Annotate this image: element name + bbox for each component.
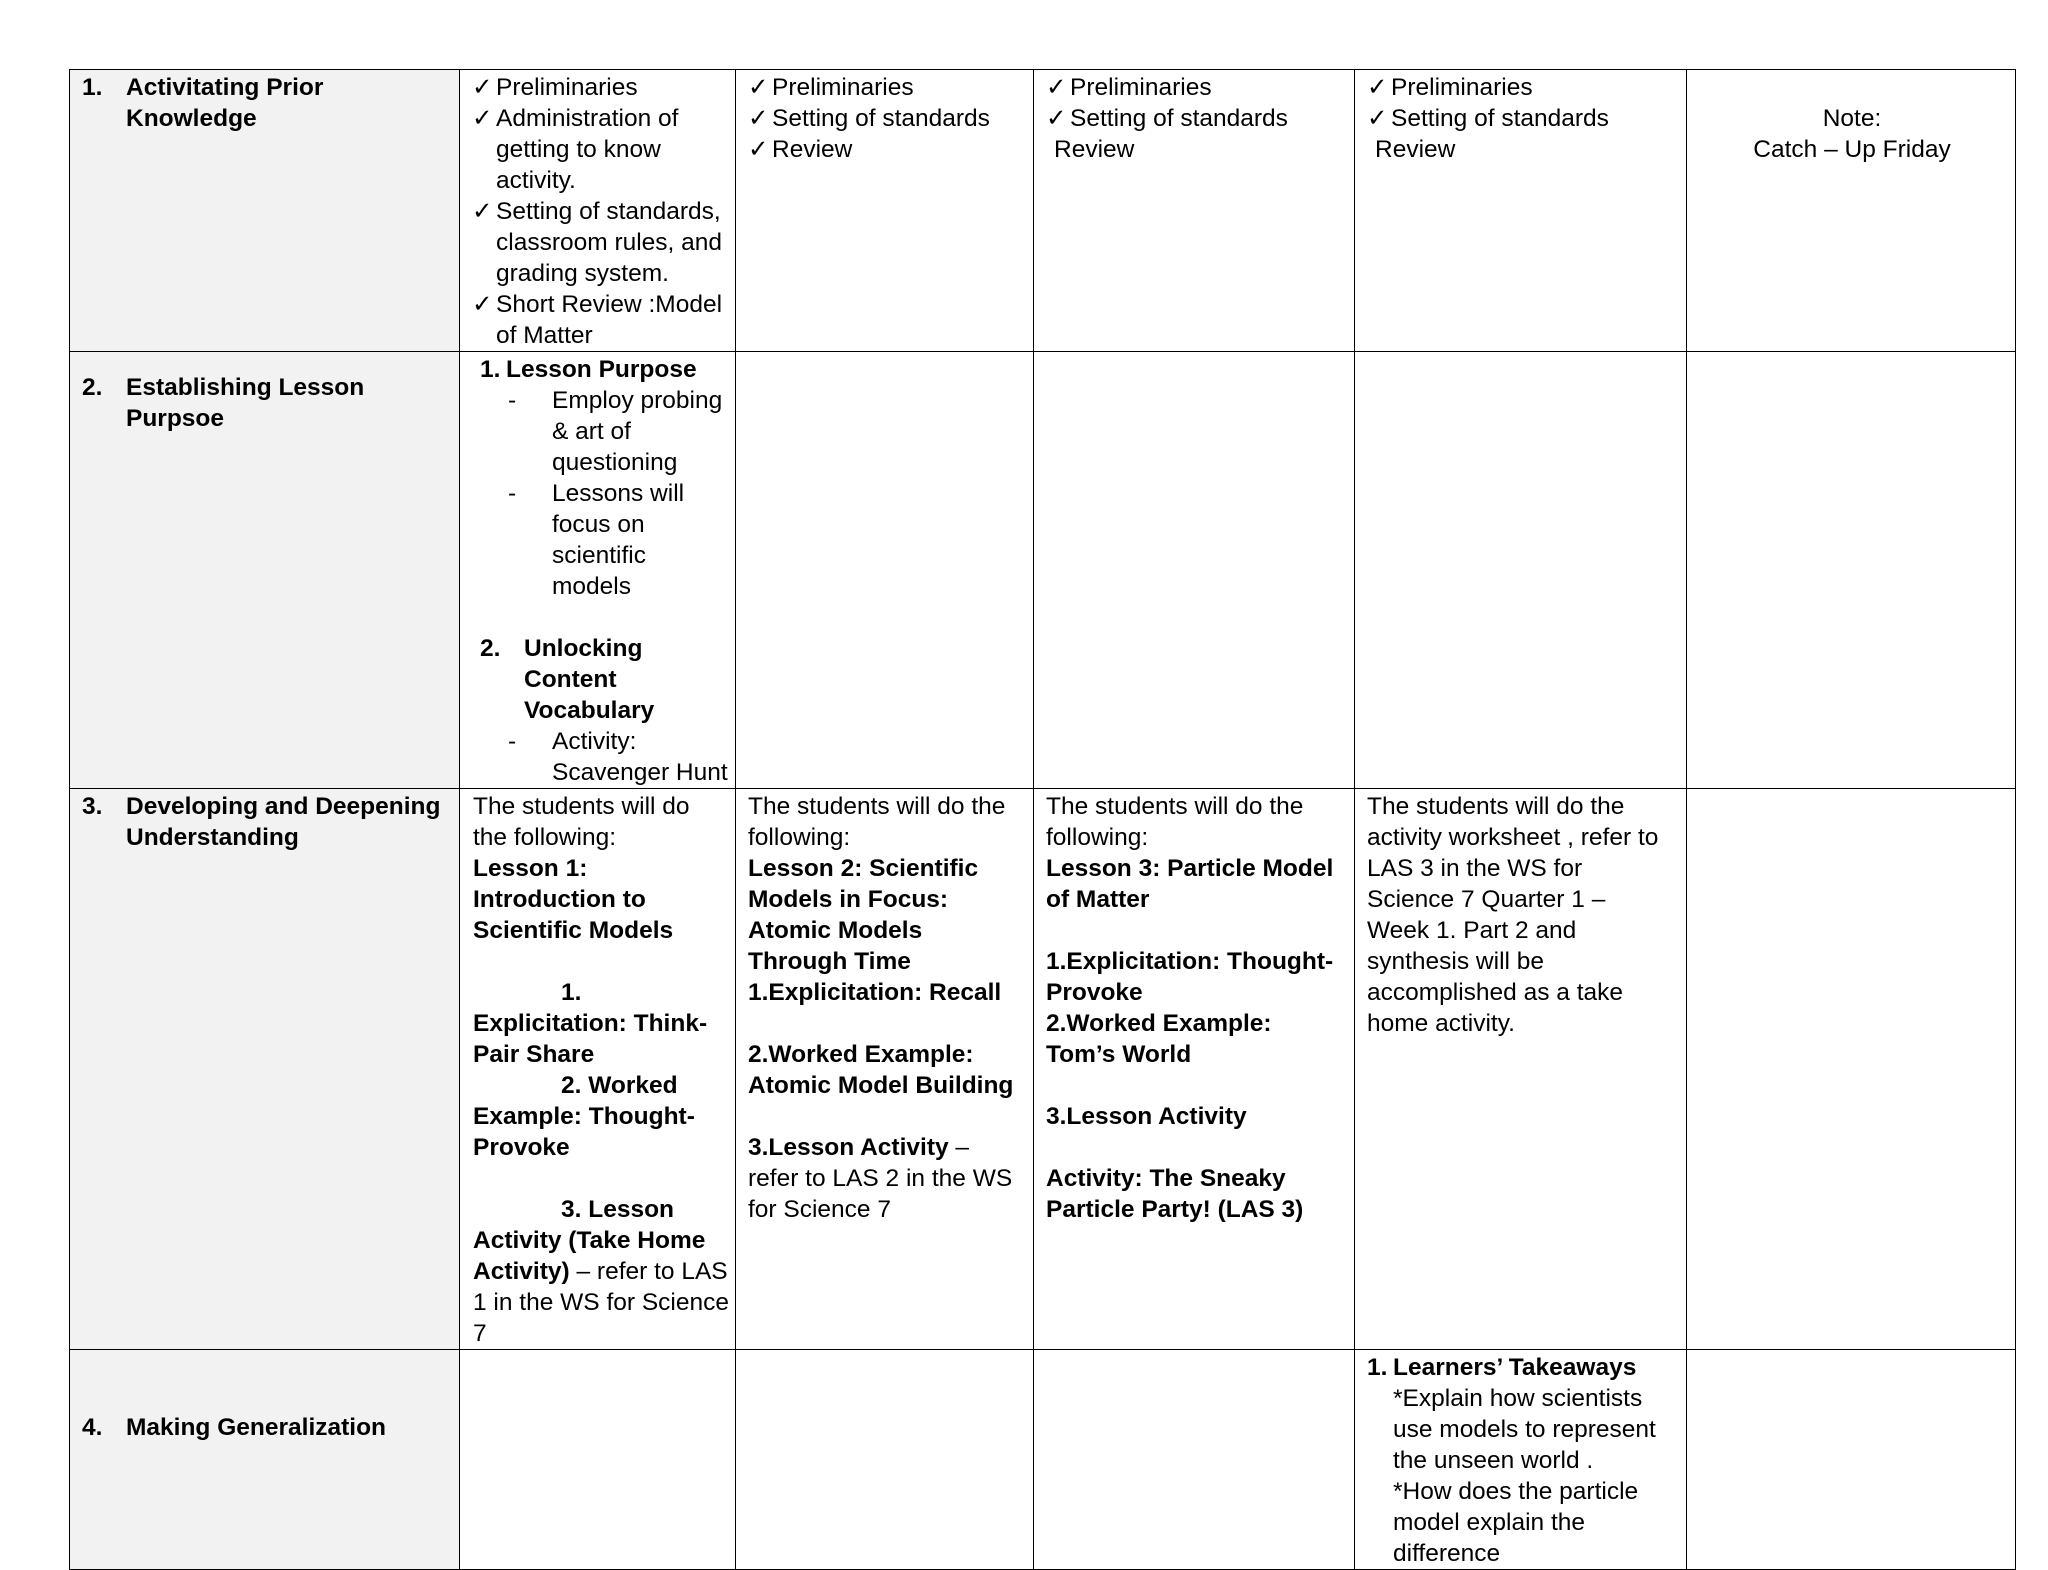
day-4-cell <box>1355 789 1687 1350</box>
step-text: 3.Lesson Activity <box>748 1134 949 1161</box>
check-icon: ✓ <box>1367 74 1388 101</box>
list-item: Setting of standards <box>1391 105 1609 132</box>
step-detail: – refer to LAS 2 in the WS for Science 7 <box>748 1134 1013 1223</box>
list-item: Review <box>1375 136 1456 163</box>
list-item: Preliminaries <box>1070 74 1212 101</box>
step-text: 1.Explicitation: Thought-Provoke <box>1046 948 1334 1006</box>
check-icon: ✓ <box>1367 105 1388 132</box>
phase-cell <box>70 70 460 352</box>
day-5-cell <box>1687 70 2016 352</box>
check-icon: ✓ <box>472 74 493 101</box>
day-3-cell <box>1034 352 1355 789</box>
item-title: Unlocking Content Vocabulary <box>524 635 655 724</box>
day-4-cell <box>1355 70 1687 352</box>
list-item: Preliminaries <box>772 74 914 101</box>
step-detail: – refer to LAS 1 in the WS for Science 7 <box>473 1258 730 1347</box>
list-item: Activity: Scavenger Hunt <box>552 728 728 786</box>
dash-bullet: - <box>508 480 517 507</box>
list-item: Setting of standards <box>772 105 990 132</box>
check-icon: ✓ <box>472 105 493 132</box>
list-item: Preliminaries <box>496 74 638 101</box>
list-item: Short Review :Model of Matter <box>496 291 723 349</box>
question-text: *Explain how scientists use models to represent the unseen world . <box>1393 1385 1656 1474</box>
activity-text: The students will do the activity worksheet , refer to LAS 3 in the WS for Science 7 Quarter 1 – Week 1. Part 2 and synthesis will be accomplished as a take home activity. <box>1367 793 1659 1037</box>
list-item: Administration of getting to know activity. <box>496 105 679 194</box>
day-5-cell <box>1687 1350 2016 1570</box>
step-text: 2.Worked Example: Tom’s World <box>1046 1010 1272 1068</box>
item-number: 2. <box>480 635 501 662</box>
day-5-cell <box>1687 352 2016 789</box>
item-title: Lesson Purpose <box>506 356 697 383</box>
phase-number: 4. <box>82 1414 103 1441</box>
question-text: *How does the particle model explain the difference <box>1393 1478 1639 1567</box>
table-row <box>70 70 2016 352</box>
list-item: Preliminaries <box>1391 74 1533 101</box>
check-icon: ✓ <box>748 74 769 101</box>
list-item: Review <box>772 136 853 163</box>
phase-label: Establishing Lesson Purpsoe <box>126 374 365 432</box>
list-item: Lessons will focus on scientific models <box>552 480 685 600</box>
lesson-title: Lesson 3: Particle Model of Matter <box>1046 855 1334 913</box>
day-5-cell <box>1687 789 2016 1350</box>
day-1-cell <box>460 789 736 1350</box>
intro-text: The students will do the following: <box>748 793 1006 851</box>
intro-text: The students will do the following: <box>1046 793 1304 851</box>
note-label: Note: <box>1822 105 1882 132</box>
step-text: 1.Explicitation: Recall <box>748 979 1002 1006</box>
check-icon: ✓ <box>472 291 493 318</box>
check-icon: ✓ <box>748 105 769 132</box>
check-icon: ✓ <box>1046 105 1067 132</box>
day-1-cell <box>460 1350 736 1570</box>
day-2-cell <box>736 1350 1034 1570</box>
day-2-cell <box>736 789 1034 1350</box>
day-4-cell <box>1355 352 1687 789</box>
table-row <box>70 1350 2016 1570</box>
step-text: Activity (Take Home Activity) <box>473 1227 706 1285</box>
list-item: Employ probing & art of questioning <box>552 387 723 476</box>
day-1-cell <box>460 352 736 789</box>
step-text: 2.Worked Example: Atomic Model Building <box>748 1041 1014 1099</box>
lesson-plan-table <box>69 69 2016 1570</box>
phase-number: 2. <box>82 374 103 401</box>
step-lead: 3. Lesson <box>561 1196 675 1223</box>
step-text: Example: Thought-Provoke <box>473 1103 695 1161</box>
note-text: Catch – Up Friday <box>1753 136 1951 163</box>
day-4-cell <box>1355 1350 1687 1570</box>
phase-label: Developing and Deepening Understanding <box>126 793 441 851</box>
step-lead: 2. Worked <box>561 1072 678 1099</box>
day-2-cell <box>736 70 1034 352</box>
list-item: Setting of standards, classroom rules, and grading system. <box>496 198 723 287</box>
list-item: Setting of standards <box>1070 105 1288 132</box>
dash-bullet: - <box>508 387 517 414</box>
phase-label: Activitating Prior Knowledge <box>126 74 324 132</box>
phase-cell <box>70 1350 460 1570</box>
activity-title: Activity: The Sneaky Particle Party! (LAS 3) <box>1046 1165 1304 1223</box>
phase-cell <box>70 789 460 1350</box>
phase-label: Making Generalization <box>126 1414 387 1441</box>
step-text: Explicitation: Think-Pair Share <box>473 1010 708 1068</box>
phase-cell <box>70 352 460 789</box>
phase-number: 1. <box>82 74 103 101</box>
step-number: 1. <box>561 979 582 1006</box>
intro-text: The students will do the following: <box>473 793 690 851</box>
day-3-cell <box>1034 1350 1355 1570</box>
day-3-cell <box>1034 789 1355 1350</box>
day-1-cell <box>460 70 736 352</box>
table-row <box>70 352 2016 789</box>
day-2-cell <box>736 352 1034 789</box>
phase-number: 3. <box>82 793 103 820</box>
lesson-title: Lesson 1: Introduction to Scientific Models <box>473 855 674 944</box>
lesson-title: Lesson 2: Scientific Models in Focus: Atomic Models Through Time <box>748 855 979 975</box>
dash-bullet: - <box>508 728 517 755</box>
item-title: Learners’ Takeaways <box>1393 1354 1637 1381</box>
check-icon: ✓ <box>1046 74 1067 101</box>
item-number: 1. <box>480 356 501 383</box>
item-number: 1. <box>1367 1354 1388 1381</box>
check-icon: ✓ <box>748 136 769 163</box>
check-icon: ✓ <box>472 198 493 225</box>
table-row <box>70 789 2016 1350</box>
day-3-cell <box>1034 70 1355 352</box>
list-item: Review <box>1054 136 1135 163</box>
step-text: 3.Lesson Activity <box>1046 1103 1247 1130</box>
